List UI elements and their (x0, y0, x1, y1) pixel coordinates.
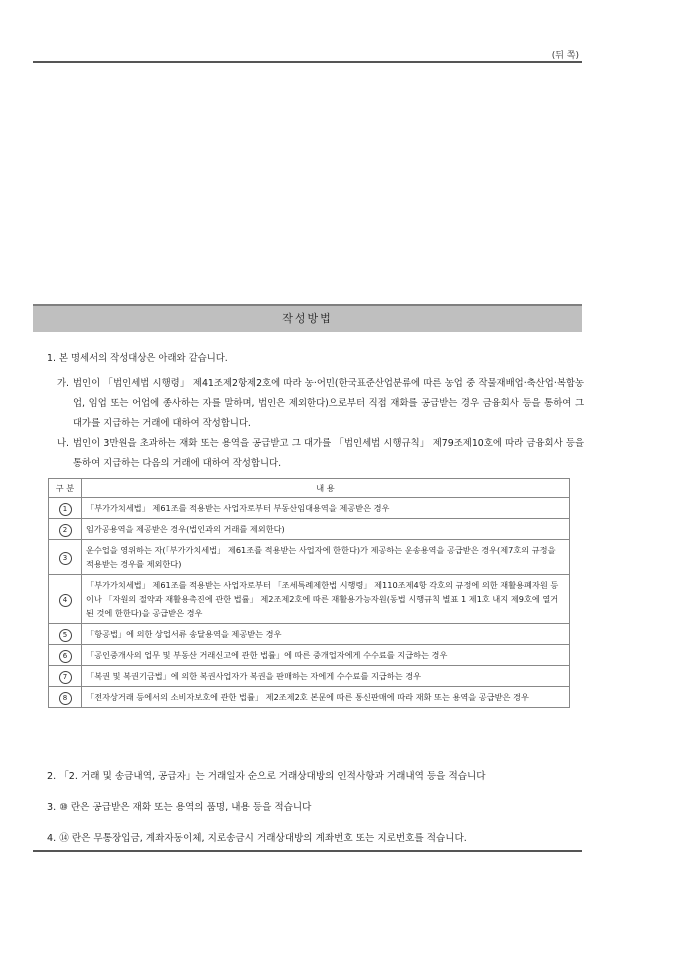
item-1-na (57, 434, 584, 474)
transaction-type-table (48, 478, 570, 708)
side-label: (뒤 쪽) (551, 51, 579, 61)
row-content: 「부가가치세법」 제61조를 적용받는 사업자로부터 부동산임대용역을 제공받은 경우 (82, 498, 570, 519)
table-row (49, 687, 570, 708)
circled-number: 4 (59, 594, 72, 607)
circled-number: 6 (59, 650, 72, 663)
item-3: 3. ⑩ 란은 공급받은 재화 또는 용역의 품명, 내용 등을 적습니다 (47, 802, 312, 813)
row-content: 「복권 및 복권기금법」에 의한 복권사업자가 복권을 판매하는 자에게 수수료를 지급하는 경우 (82, 666, 570, 687)
row-number (49, 666, 82, 687)
row-content: 임가공용역을 제공받은 경우(법인과의 거래를 제외한다) (82, 519, 570, 540)
row-content: 운수업을 영위하는 자(「부가가치세법」 제61조를 적용받는 사업자에 한한다)가 제공하는 운송용역을 공급받은 경우(제7호의 규정을 적용받는 경우를 제외한다) (82, 540, 570, 575)
table-header-category: 구 분 (49, 479, 82, 498)
section-header (33, 304, 582, 332)
item-1-na-marker: 나. (57, 438, 70, 449)
table-row (49, 519, 570, 540)
table-header-row (49, 479, 570, 498)
table-row (49, 498, 570, 519)
row-content: 「공인중개사의 업무 및 부동산 거래신고에 관한 법률」에 따른 중개업자에게 수수료를 지급하는 경우 (82, 645, 570, 666)
table-row (49, 645, 570, 666)
item-1-ga (57, 374, 584, 434)
row-number (49, 624, 82, 645)
circled-number: 2 (59, 524, 72, 537)
circled-number: 5 (59, 629, 72, 642)
row-content: 「부가가치세법」 제61조를 적용받는 사업자로부터 「조세특례제한법 시행령」 제110조제4항 각호의 규정에 의한 재활용폐자원 등이나 「자원의 절약과 재활용촉진에 관한 법률」 제2조제2호에 따른 재활용가능자원(동법 시행규칙 별표 1 제1호 내지 제9호에 열거된 것에 한한다)을 공급받은 경우 (82, 575, 570, 624)
row-number (49, 540, 82, 575)
row-content: 「전자상거래 등에서의 소비자보호에 관한 법률」 제2조제2호 본문에 따른 통신판매에 따라 재화 또는 용역을 공급받은 경우 (82, 687, 570, 708)
circled-number: 1 (59, 503, 72, 516)
row-number (49, 575, 82, 624)
item-4: 4. ⑭ 란은 무통장입금, 계좌자동이체, 지로송금시 거래상대방의 계좌번호 또는 지로번호를 적습니다. (47, 833, 467, 844)
bottom-rule (33, 850, 582, 852)
row-number (49, 687, 82, 708)
item-1-na-text: 법인이 3만원을 초과하는 재화 또는 용역을 공급받고 그 대가를 「법인세법 시행규칙」 제79조제10호에 따라 금융회사 등을 통하여 지급하는 다음의 거래에 대하여 작성합니다. (73, 438, 584, 469)
row-number (49, 498, 82, 519)
section-title: 작성방법 (282, 312, 333, 325)
item-1-title: 1. 본 명세서의 작성대상은 아래와 같습니다. (47, 353, 228, 364)
circled-number: 8 (59, 692, 72, 705)
top-rule (33, 61, 582, 63)
item-1-ga-marker: 가. (57, 378, 70, 389)
table-header-content: 내 용 (82, 479, 570, 498)
row-number (49, 519, 82, 540)
table-row (49, 666, 570, 687)
table-row (49, 540, 570, 575)
circled-number: 3 (59, 552, 72, 565)
row-number (49, 645, 82, 666)
table-row (49, 575, 570, 624)
row-content: 「항공법」에 의한 상업서류 송달용역을 제공받는 경우 (82, 624, 570, 645)
table-row (49, 624, 570, 645)
circled-number: 7 (59, 671, 72, 684)
item-1-ga-text: 법인이 「법인세법 시행령」 제41조제2항제2호에 따라 농·어민(한국표준산업분류에 따른 농업 중 작물재배업·축산업·복합농업, 임업 또는 어업에 종사하는 자를 말하며, 법인은 제외한다)으로부터 직접 재화를 공급받는 경우 금융회사 등을 통하여 그 대가를 지급하는 거래에 대하여 작성합니다. (73, 378, 584, 429)
item-2: 2. 「2. 거래 및 송금내역, 공급자」는 거래일자 순으로 거래상대방의 인적사항과 거래내역 등을 적습니다 (47, 771, 486, 782)
